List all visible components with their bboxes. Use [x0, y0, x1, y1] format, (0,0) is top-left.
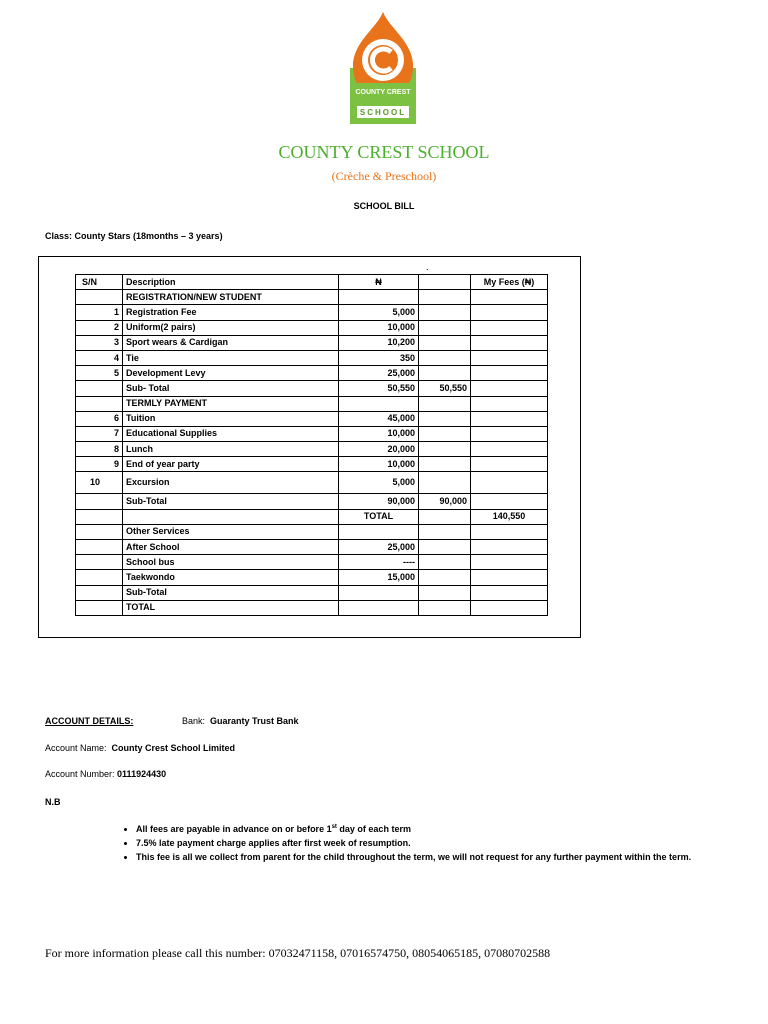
table-row	[76, 335, 548, 350]
cell-subtotal	[419, 509, 471, 524]
cell-amount: 5,000	[339, 472, 419, 494]
school-name: COUNTY CREST SCHOOL	[278, 142, 490, 162]
note-text: All fees are payable in advance on or before 1	[136, 824, 332, 834]
cell-my-fees	[471, 585, 548, 600]
cell-subtotal	[419, 442, 471, 457]
cell-my-fees	[471, 555, 548, 570]
cell-description: School bus	[123, 555, 339, 570]
cell-sn	[76, 600, 123, 615]
cell-amount: 10,000	[339, 426, 419, 441]
table-row	[76, 320, 548, 335]
bank-line	[182, 716, 299, 726]
cell-my-fees	[471, 457, 548, 472]
table-row	[76, 290, 548, 305]
table-row	[76, 472, 548, 494]
cell-my-fees	[471, 381, 548, 396]
cell-sn: 5	[76, 366, 123, 381]
cell-sn: 6	[76, 411, 123, 426]
cell-description: Other Services	[123, 524, 339, 539]
cell-my-fees	[471, 320, 548, 335]
account-name-label: Account Name:	[45, 743, 107, 753]
cell-my-fees	[471, 396, 548, 411]
cell-amount: ----	[339, 555, 419, 570]
cell-subtotal	[419, 305, 471, 320]
cell-description: REGISTRATION/NEW STUDENT	[123, 290, 339, 305]
cell-subtotal: 50,550	[419, 381, 471, 396]
cell-amount: 50,550	[339, 381, 419, 396]
cell-sn	[76, 381, 123, 396]
table-row	[76, 350, 548, 365]
table-row	[76, 457, 548, 472]
header-amount: ₦	[339, 275, 419, 290]
cell-description: Development Levy	[123, 366, 339, 381]
table-row	[76, 396, 548, 411]
table-row	[76, 381, 548, 396]
stray-dot: .	[426, 262, 429, 272]
cell-amount	[339, 600, 419, 615]
cell-subtotal	[419, 350, 471, 365]
cell-amount	[339, 585, 419, 600]
table-row	[76, 600, 548, 615]
cell-my-fees	[471, 494, 548, 509]
cell-description: TERMLY PAYMENT	[123, 396, 339, 411]
account-number-line	[45, 769, 166, 779]
cell-sn	[76, 540, 123, 555]
document-title: SCHOOL BILL	[353, 201, 415, 211]
table-row	[76, 494, 548, 509]
cell-amount: 15,000	[339, 570, 419, 585]
cell-my-fees	[471, 411, 548, 426]
cell-sn	[76, 290, 123, 305]
cell-my-fees	[471, 305, 548, 320]
cell-description: End of year party	[123, 457, 339, 472]
cell-amount: 90,000	[339, 494, 419, 509]
note-superscript: st	[331, 824, 337, 830]
notes-list	[96, 820, 716, 864]
cell-subtotal	[419, 555, 471, 570]
cell-my-fees	[471, 472, 548, 494]
cell-description: Tie	[123, 350, 339, 365]
cell-subtotal	[419, 320, 471, 335]
note-item: • This fee is all we collect from parent for the child throughout the term, we will not request for any further payment within the term.	[136, 850, 716, 864]
cell-subtotal	[419, 540, 471, 555]
cell-subtotal	[419, 570, 471, 585]
logo-banner-text: SCHOOL	[359, 108, 407, 117]
table-row	[76, 426, 548, 441]
cell-amount: 45,000	[339, 411, 419, 426]
cell-description: After School	[123, 540, 339, 555]
cell-sn	[76, 396, 123, 411]
table-row	[76, 524, 548, 539]
cell-my-fees	[471, 600, 548, 615]
school-logo	[343, 10, 423, 128]
cell-description: Sport wears & Cardigan	[123, 335, 339, 350]
cell-amount	[339, 396, 419, 411]
cell-subtotal	[419, 600, 471, 615]
cell-subtotal	[419, 426, 471, 441]
cell-sn: 4	[76, 350, 123, 365]
cell-amount	[339, 524, 419, 539]
table-row	[76, 509, 548, 524]
bank-label: Bank:	[182, 716, 206, 726]
header-my-fees: My Fees (₦)	[471, 275, 548, 290]
cell-my-fees	[471, 335, 548, 350]
cell-my-fees	[471, 540, 548, 555]
school-subtitle: (Crèche & Preschool)	[331, 169, 437, 183]
cell-description: Educational Supplies	[123, 426, 339, 441]
cell-amount: TOTAL	[339, 509, 419, 524]
account-details-title: ACCOUNT DETAILS:	[45, 716, 134, 726]
account-number-value: 0111924430	[117, 769, 167, 779]
cell-amount: 10,000	[339, 320, 419, 335]
bank-value: Guaranty Trust Bank	[210, 716, 299, 726]
cell-description: Registration Fee	[123, 305, 339, 320]
cell-subtotal	[419, 411, 471, 426]
cell-description: Excursion	[123, 472, 339, 494]
account-name-value: County Crest School Limited	[111, 743, 236, 753]
cell-my-fees	[471, 570, 548, 585]
cell-amount: 350	[339, 350, 419, 365]
account-name-line	[45, 743, 235, 753]
cell-description: Sub-Total	[123, 585, 339, 600]
table-row	[76, 442, 548, 457]
cell-subtotal	[419, 524, 471, 539]
table-row	[76, 585, 548, 600]
cell-sn	[76, 494, 123, 509]
cell-my-fees	[471, 442, 548, 457]
cell-description: Tuition	[123, 411, 339, 426]
cell-description: Lunch	[123, 442, 339, 457]
cell-my-fees	[471, 290, 548, 305]
cell-subtotal	[419, 457, 471, 472]
cell-my-fees	[471, 366, 548, 381]
cell-sn	[76, 555, 123, 570]
footer-contact: For more information please call this number: 07032471158, 07016574750, 08054065185, 07080702588	[45, 946, 551, 960]
cell-amount: 10,200	[339, 335, 419, 350]
nb-heading: N.B	[45, 797, 61, 807]
cell-sn	[76, 585, 123, 600]
table-row	[76, 540, 548, 555]
cell-subtotal	[419, 366, 471, 381]
cell-amount	[339, 290, 419, 305]
table-row	[76, 555, 548, 570]
account-number-label: Account Number:	[45, 769, 115, 779]
cell-amount: 20,000	[339, 442, 419, 457]
bill-table	[75, 274, 548, 616]
cell-description: Taekwondo	[123, 570, 339, 585]
cell-sn: 3	[76, 335, 123, 350]
cell-amount: 25,000	[339, 366, 419, 381]
note-item	[136, 820, 716, 836]
cell-my-fees	[471, 426, 548, 441]
table-header-row	[76, 275, 548, 290]
cell-description: TOTAL	[123, 600, 339, 615]
cell-sn: 1	[76, 305, 123, 320]
cell-my-fees	[471, 350, 548, 365]
cell-description: Sub-Total	[123, 494, 339, 509]
header-blank	[419, 275, 471, 290]
cell-amount: 25,000	[339, 540, 419, 555]
class-line: Class: County Stars (18months – 3 years)	[45, 231, 223, 241]
cell-sn	[76, 509, 123, 524]
cell-subtotal	[419, 335, 471, 350]
cell-amount: 10,000	[339, 457, 419, 472]
cell-subtotal: 90,000	[419, 494, 471, 509]
header-description: Description	[123, 275, 339, 290]
logo-ring-text: COUNTY CREST	[355, 89, 411, 96]
cell-sn: 2	[76, 320, 123, 335]
note-item: • 7.5% late payment charge applies after first week of resumption.	[136, 836, 716, 850]
cell-my-fees	[471, 524, 548, 539]
cell-subtotal	[419, 472, 471, 494]
cell-sn: 8	[76, 442, 123, 457]
cell-description: Sub- Total	[123, 381, 339, 396]
table-row	[76, 366, 548, 381]
note-text: day of each term	[336, 824, 411, 834]
cell-sn: 7	[76, 426, 123, 441]
cell-subtotal	[419, 585, 471, 600]
header-sn: S/N	[76, 275, 123, 290]
cell-amount: 5,000	[339, 305, 419, 320]
cell-sn: 10	[76, 472, 123, 494]
cell-my-fees: 140,550	[471, 509, 548, 524]
table-row	[76, 411, 548, 426]
cell-sn	[76, 570, 123, 585]
table-row	[76, 305, 548, 320]
cell-description: Uniform(2 pairs)	[123, 320, 339, 335]
table-row	[76, 570, 548, 585]
cell-sn: 9	[76, 457, 123, 472]
cell-description	[123, 509, 339, 524]
cell-subtotal	[419, 290, 471, 305]
cell-subtotal	[419, 396, 471, 411]
cell-sn	[76, 524, 123, 539]
